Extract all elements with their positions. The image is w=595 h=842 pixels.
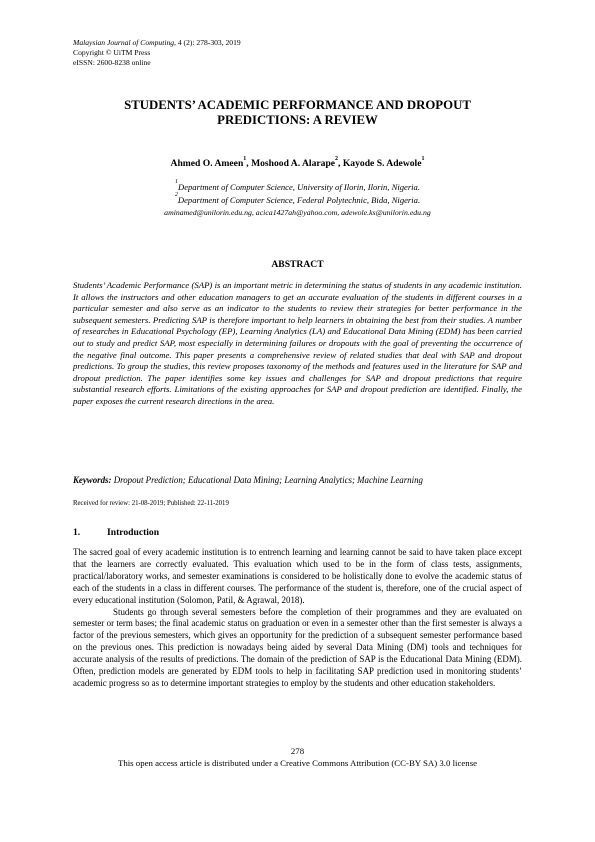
review-dates: Received for review: 21-08-2019; Published: 22-11-2019 (73, 500, 229, 507)
author-name: Kayode S. Adewole (342, 158, 422, 169)
affiliation-2: $^2$Department of Computer Science, Federal Polytechnic, Bida, Nigeria. (174, 191, 421, 205)
author-affiliation-mark: 1 (421, 156, 425, 162)
section-body (73, 547, 522, 690)
title-line-1: STUDENTS’ ACADEMIC PERFORMANCE AND DROPOUT (124, 98, 471, 112)
copyright-line: Copyright © UiTM Press (73, 48, 151, 58)
page-number: 278 (290, 746, 305, 756)
eissn-line: eISSN: 2600-8238 online (73, 58, 151, 68)
abstract-text: Students’ Academic Performance (SAP) is an important metric in determining the status of students in any academic institution. It allows the instructors and other education managers to get an accurate evaluation of the students in different courses in a particular semester and also serve as an indicator to the students to review their strategies for better performance in the subsequent semesters. Predicting SAP is therefore important to help learners in obtaining the best from their studies. A number of researches in Educational Psychology (EP), Learning Analytics (LA) and Educational Data Mining (EDM) has been carried out to study and predict SAP, most especially in determining failures or dropouts with the goal of preventing the occurrence of the negative final outcome. This paper presents a comprehensive review of related studies that deal with SAP and dropout predictions. To group the studies, this review proposes taxonomy of the methods and features used in the literature for SAP and dropout prediction. The paper identifies some key issues and challenges for SAP and dropout predictions that require substantial research efforts. Limitations of the existing approaches for SAP and dropout prediction are identified. Finally, the paper exposes the current research directions in the area. (73, 280, 522, 406)
keywords-label: Keywords: (73, 475, 112, 485)
journal-citation (73, 38, 241, 48)
license-footer: This open access article is distributed under a Creative Commons Attribution (CC-BY SA) 3.0 license (117, 758, 478, 768)
body-paragraph: Students go through several semesters before the completion of their programmes and they are evaluated on semester or term bases; the final academic status on graduation or even in a semester other than the first semester is always a factor of the previous semesters, which gives an opportunity for the prediction of a subsequent semester performance based on the previous ones. This prediction is nowadays being aided by several Data Mining (DM) tools and techniques for accurate analysis of the results of predictions. The domain of the prediction of SAP is the Educational Data Mining (EDM). Often, prediction models are generated by EDM tools to help in facilitating SAP prediction used in monitoring students’ academic progress so as to determine important strategies to employ by the students and other education stakeholders. (73, 606, 522, 688)
section-title: Introduction (107, 527, 160, 538)
journal-name: Malaysian Journal of Computing (73, 38, 175, 47)
section-number: 1. (73, 527, 81, 538)
affiliation-1: $^1$Department of Computer Science, University of Ilorin, Ilorin, Nigeria. (174, 179, 421, 192)
title-line-2: PREDICTIONS: A REVIEW (217, 113, 378, 127)
author-name: Ahmed O. Ameen (170, 158, 244, 169)
author-affiliation-mark: 2 (335, 156, 339, 162)
keywords-text: Dropout Prediction; Educational Data Mining; Learning Analytics; Machine Learning (113, 475, 423, 485)
affiliations (73, 181, 522, 219)
author-list: Ahmed O. Ameen$^1$, Moshood A. Alarape$^2$, Kayode S. Adewole$^1$ (170, 156, 425, 169)
paper-title (73, 98, 522, 128)
author-affiliation-mark: 1 (243, 156, 247, 162)
body-paragraph: The sacred goal of every academic institution is to entrench learning and learning cannot be said to have taken place except that the learners are correctly evaluated. This evaluation which used to be in the form of class tests, assignments, practical/laboratory works, and semester examinations is considered to be holistically done to evolve the academic status of each of the students in a class in different courses. The performance of the student is, therefore, one of the crucial aspect of every educational institution (Solomon, Patil, & Agrawal, 2018). (73, 547, 522, 605)
author-emails: aminamed@unilorin.edu.ng, acica1427ah@yahoo.com, adewole.ks@unilorin.edu.ng (164, 207, 431, 217)
abstract-heading: ABSTRACT (271, 259, 324, 270)
section-heading (73, 527, 159, 538)
journal-header (73, 38, 241, 69)
keywords-line (73, 475, 522, 485)
author-name: Moshood A. Alarape (251, 158, 336, 169)
journal-volume: , 4 (2): 278-303, 2019 (174, 38, 241, 47)
